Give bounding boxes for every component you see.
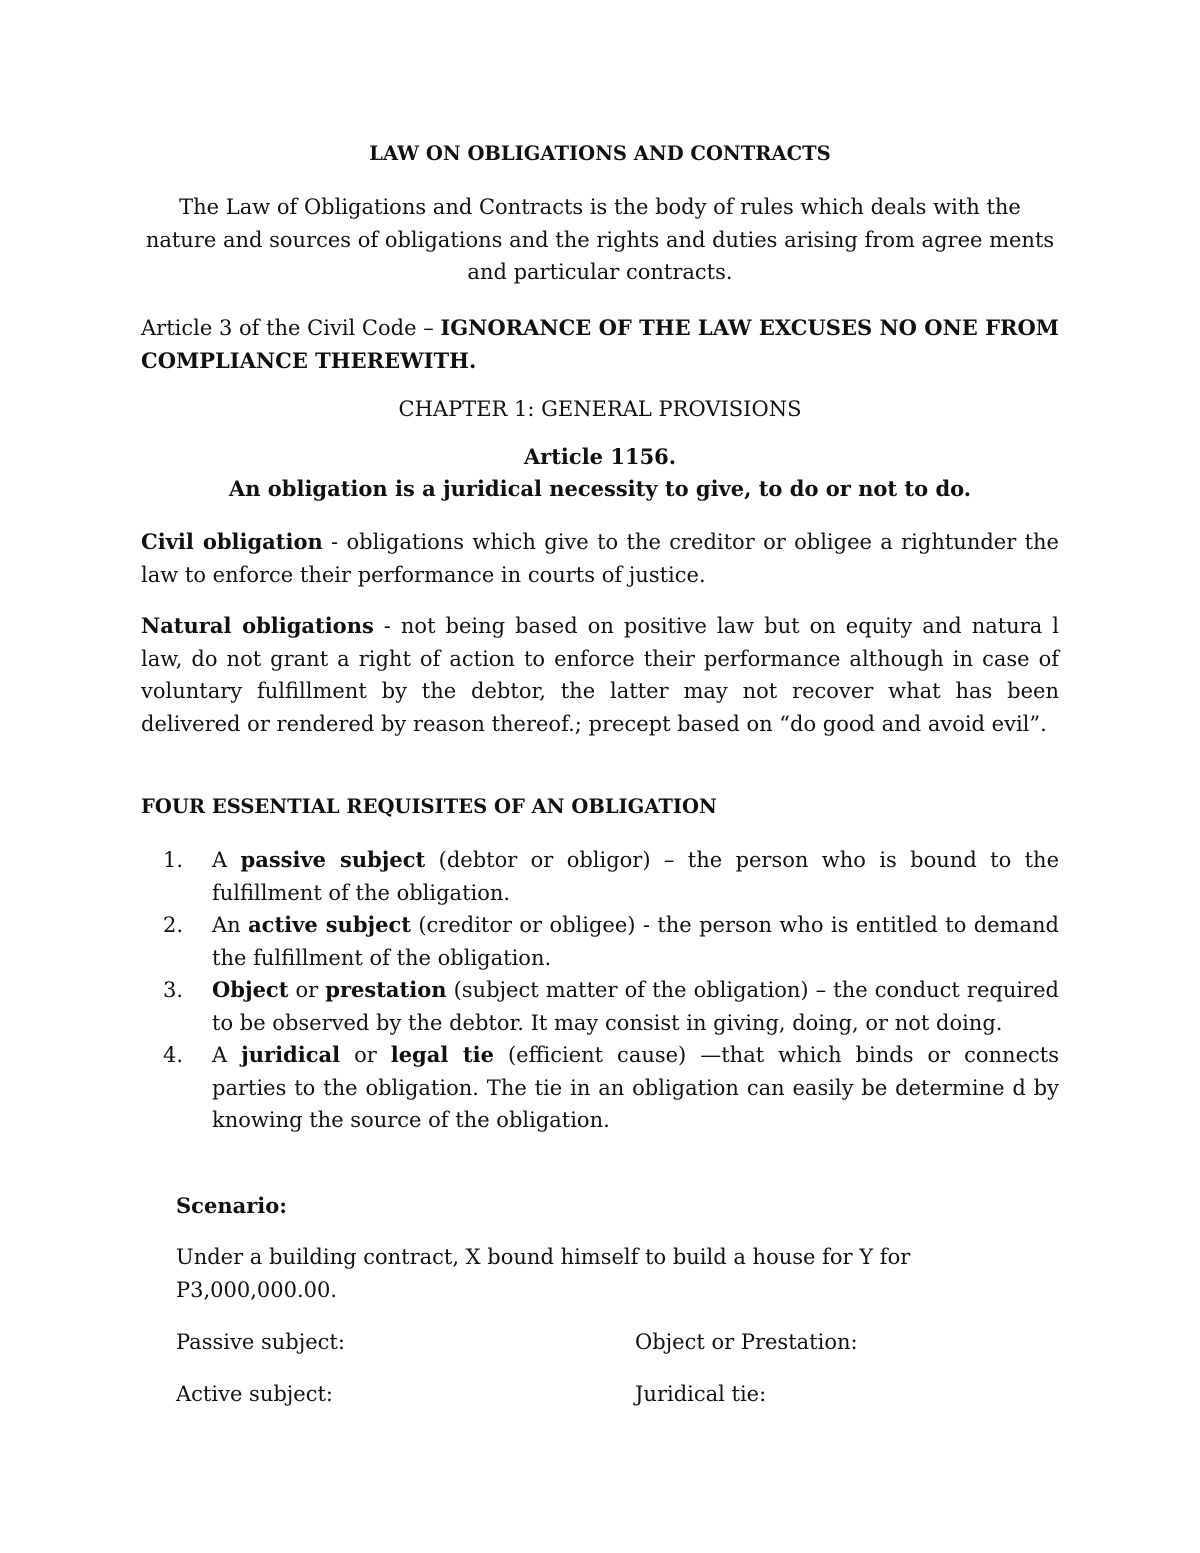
- article-3-bold: IGNORANCE OF THE LAW EXCUSES NO ONE FROM COMPLIANCE THEREWITH.: [141, 315, 1059, 373]
- natural-obligation-text: - not being based on positive law but on equity and natura l law, do not grant a right of action to enforce their performance although in case of voluntary fulfillment by the debtor, the latter may not recover what has been delivered or rendered by reason thereof.; precept based on “do good and avoid evil”.: [141, 614, 1059, 736]
- list-item-text: A: [212, 1043, 242, 1067]
- requisites-list: [141, 844, 1059, 1137]
- list-item-term: prestation: [325, 977, 447, 1002]
- list-item-text: (creditor or obligee) - the person who is entitled to demand the fulfillment of the obligation.: [212, 913, 1059, 970]
- article-3-paragraph: [141, 312, 1059, 377]
- list-item-term: legal tie: [390, 1042, 494, 1067]
- active-subject-label: Active subject:: [176, 1382, 334, 1406]
- list-item-text: A: [212, 848, 241, 872]
- intro-paragraph: The Law of Obligations and Contracts is the body of rules which deals with the nature and sources of obligations and the rights and duties arising from agree ments and particular contracts.: [145, 195, 1055, 284]
- civil-obligation-term: Civil obligation: [141, 529, 323, 554]
- list-item-term: passive subject: [240, 847, 426, 872]
- juridical-tie-label: Juridical tie:: [635, 1382, 767, 1406]
- list-item: [141, 974, 1059, 1039]
- natural-obligation-paragraph: [141, 610, 1059, 740]
- scenario-heading: Scenario:: [176, 1193, 287, 1218]
- chapter-heading: CHAPTER 1: GENERAL PROVISIONS: [398, 397, 802, 421]
- list-item-term: Object: [212, 977, 289, 1002]
- list-item-number: 3.: [163, 978, 184, 1002]
- article-number: Article 1156.: [523, 444, 677, 469]
- list-item-number: 2.: [163, 913, 184, 937]
- list-item-term: juridical: [241, 1042, 341, 1067]
- object-prestation-label: Object or Prestation:: [635, 1330, 858, 1354]
- scenario-text: Under a building contract, X bound himself to build a house for Y for P3,000,000.00.: [176, 1245, 911, 1302]
- list-item-text: (subject matter of the obligation) – the conduct required to be observed by the debtor. It may consist in giving, doing, or not doing.: [212, 978, 1059, 1035]
- list-item-text: (debtor or obligor) – the person who is bound to the fulfillment of the obligation.: [212, 848, 1059, 905]
- list-item-text: (efficient cause) —that which binds or connects parties to the obligation. The tie in an obligation can easily be determine d by knowing the source of the obligation.: [212, 1043, 1059, 1132]
- requisites-heading: FOUR ESSENTIAL REQUISITES OF AN OBLIGATION: [141, 795, 717, 818]
- list-item: [141, 909, 1059, 974]
- article-3-prefix: Article 3 of the Civil Code –: [141, 316, 441, 340]
- natural-obligation-term: Natural obligations: [141, 613, 374, 638]
- document-title: LAW ON OBLIGATIONS AND CONTRACTS: [369, 142, 831, 165]
- list-item-text: An: [212, 913, 249, 937]
- list-item: [141, 1039, 1059, 1137]
- list-item-number: 4.: [163, 1043, 184, 1067]
- list-item-term: active subject: [248, 912, 411, 937]
- document-page: [141, 0, 1059, 1553]
- civil-obligation-text: - obligations which give to the creditor or obligee a rightunder the law to enforce their performance in courts of justice.: [141, 530, 1059, 587]
- passive-subject-label: Passive subject:: [176, 1330, 345, 1354]
- civil-obligation-paragraph: [141, 526, 1059, 591]
- list-item-text: or: [288, 978, 326, 1002]
- article-definition: An obligation is a juridical necessity to give, to do or not to do.: [228, 476, 972, 501]
- list-item-number: 1.: [163, 848, 184, 872]
- list-item: [141, 844, 1059, 909]
- list-item-text: or: [340, 1043, 391, 1067]
